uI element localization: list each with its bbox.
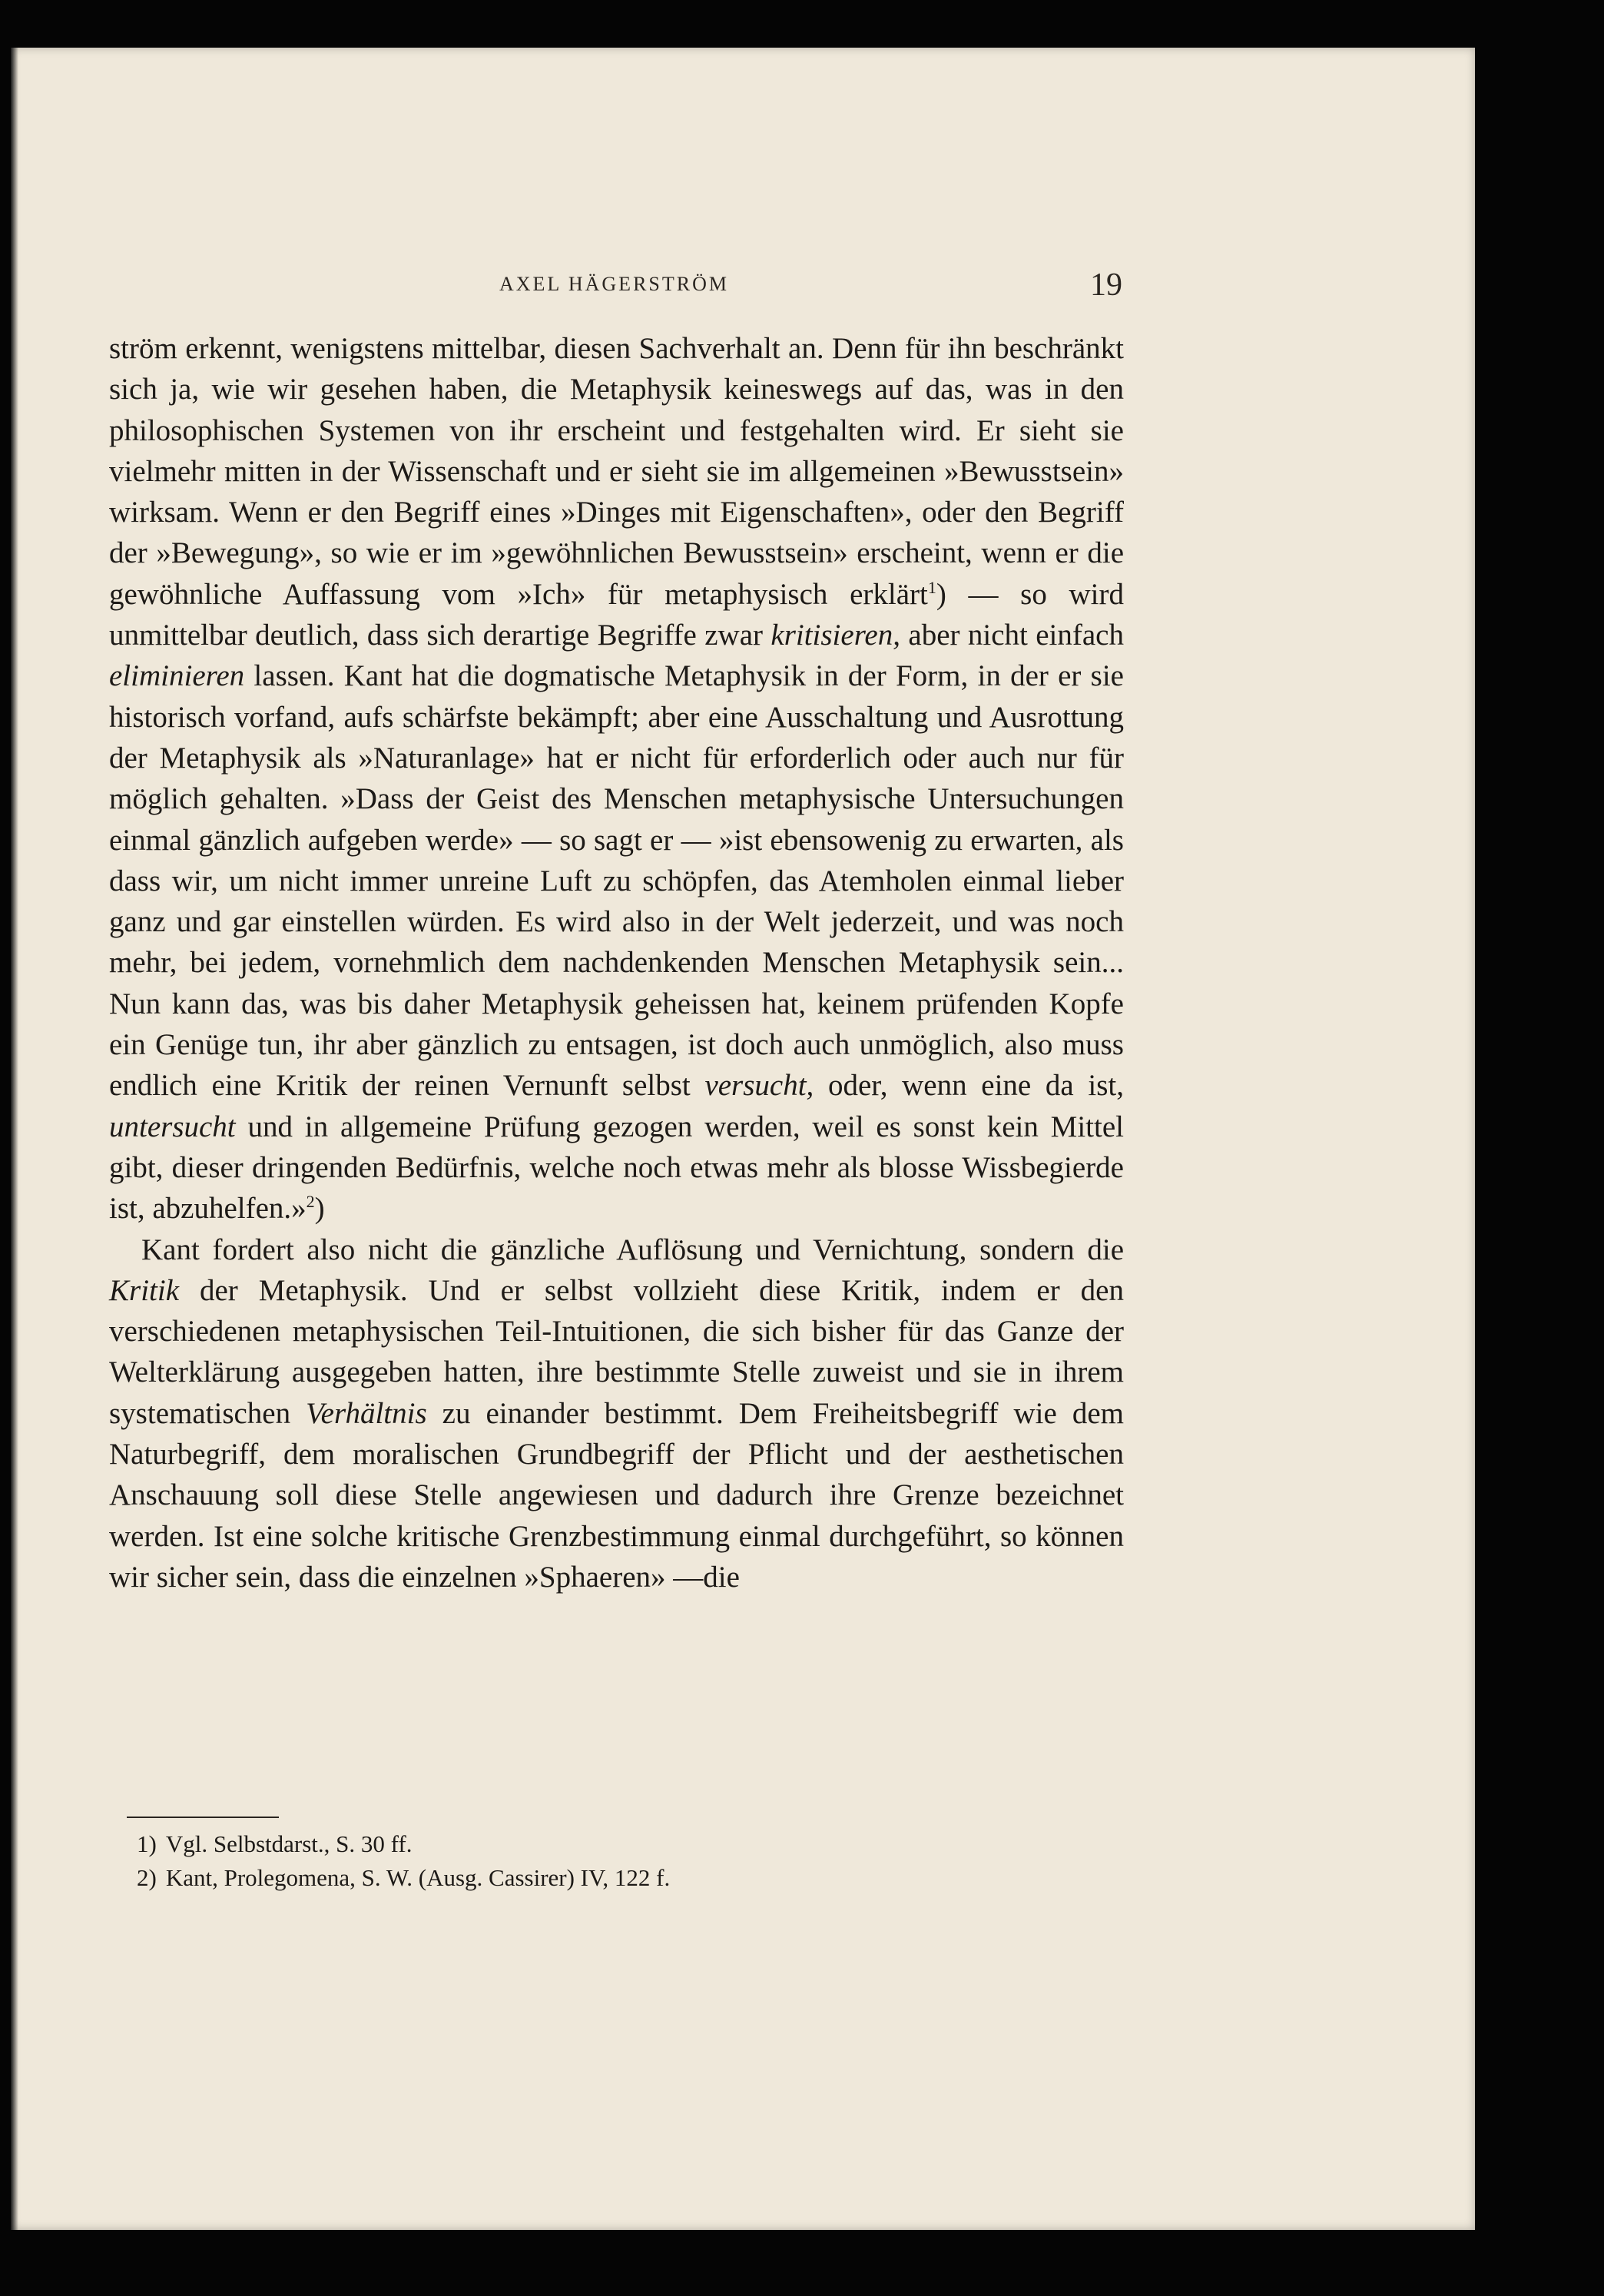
italic-run: eliminieren: [109, 659, 245, 693]
text-run: zu einander bestimmt. Dem Freiheitsbegriff wie dem Naturbegriff, dem moralischen Grundbegriff der Pflicht und der aesthetischen Anschauung soll diese Stelle angewiesen und dadurch ihre Grenze bezeichnet werden. Ist eine solche kritische Grenzbestimmung einmal durchgeführt, so können wir sicher sein, dass die einzelnen »Sphaeren» —die: [109, 1396, 1124, 1594]
body-text: [109, 328, 1124, 1598]
running-head: [101, 267, 1127, 305]
paragraph-1: [109, 328, 1124, 1229]
footnote-2: [137, 1861, 1059, 1895]
italic-run: versucht,: [704, 1069, 814, 1103]
footnote-mark: 2): [137, 1864, 157, 1891]
italic-run: Verhältnis: [306, 1396, 427, 1430]
text-run: der Metaphysik. Und er selbst vollzieht diese Kritik, indem er den verschiedenen metaphysischen Teil-Intuitionen, die sich bisher für das Ganze der Welterklärung ausgegeben hatten, ihre bestimmte Stelle zuweist und sie in ihrem systematischen: [109, 1273, 1124, 1430]
text-run: oder, wenn eine da ist,: [814, 1069, 1124, 1103]
text-run: und in allgemeine Prüfung gezogen werden, weil es sonst kein Mittel gibt, dieser dringenden Bedürfnis, welche noch etwas mehr als blosse Wissbegierde ist, abzuhelfen.»: [109, 1110, 1124, 1226]
footnote-text: Vgl. Selbstdarst., S. 30 ff.: [165, 1830, 413, 1857]
italic-run: untersucht: [109, 1110, 236, 1143]
text-run: aber nicht einfach: [900, 619, 1124, 652]
footnote-ref-1: 1: [927, 577, 936, 597]
page-number: 19: [1090, 267, 1122, 303]
paragraph-2: [109, 1229, 1124, 1598]
text-run: ström erkennt, wenigstens mittelbar, diesen Sachverhalt an. Denn für ihn beschränkt sich ja, wie wir gesehen haben, die Metaphysik keineswegs auf das, was in den philosophischen Systemen von ihr erscheint und festgehalten wird. Er sieht sie vielmehr mitten in der Wissenschaft und er sieht sie im allgemeinen »Bewusstsein» wirksam. Wenn er den Begriff eines »Dinges mit Eigenschaften», oder den Begriff der »Bewegung», so wie er im »gewöhnlichen Bewusstsein» erscheint, wenn er die gewöhnliche Auffassung vom »Ich» für metaphysisch erklärt: [109, 332, 1124, 611]
footnote-divider: [127, 1817, 279, 1818]
footnote-ref-2: 2: [306, 1192, 315, 1212]
text-run: lassen. Kant hat die dogmatische Metaphysik in der Form, in der er sie historisch vorfand, aufs schärfste bekämpft; aber eine Ausschaltung und Ausrottung der Metaphysik als »Naturanlage» hat er nicht für erforderlich oder auch nur für möglich gehalten. »Dass der Geist des Menschen metaphysische Untersuchungen einmal gänzlich aufgeben werde» — so sagt er — »ist ebensowenig zu erwarten, als dass wir, um nicht immer unreine Luft zu schöpfen, das Atemholen einmal lieber ganz und gar einstellen würden. Es wird also in der Welt jederzeit, und was noch mehr, bei jedem, vornehmlich dem nachdenkenden Menschen Metaphysik sein... Nun kann das, was bis daher Metaphysik geheissen hat, keinem prüfenden Kopfe ein Genüge tun, ihr aber gänzlich zu entsagen, ist doch auch unmöglich, also muss endlich eine Kritik der reinen Vernunft selbst: [109, 659, 1124, 1103]
italic-run: kritisieren,: [771, 619, 900, 652]
text-run: Kant fordert also nicht die gänzliche Auflösung und Vernichtung, sondern die: [141, 1233, 1124, 1266]
footnote-mark: 1): [137, 1830, 157, 1857]
footnotes: [137, 1827, 1059, 1895]
footnote-text: Kant, Prolegomena, S. W. (Ausg. Cassirer) IV, 122 f.: [165, 1864, 671, 1891]
text-run: ): [314, 1192, 325, 1226]
book-page: [11, 48, 1475, 2230]
running-title: AXEL HÄGERSTRÖM: [499, 273, 729, 295]
text-run: ) — so wird unmittelbar deutlich, dass sich derartige Begriffe zwar: [109, 577, 1124, 652]
italic-run: Kritik: [109, 1273, 180, 1307]
footnote-1: [137, 1827, 1059, 1861]
